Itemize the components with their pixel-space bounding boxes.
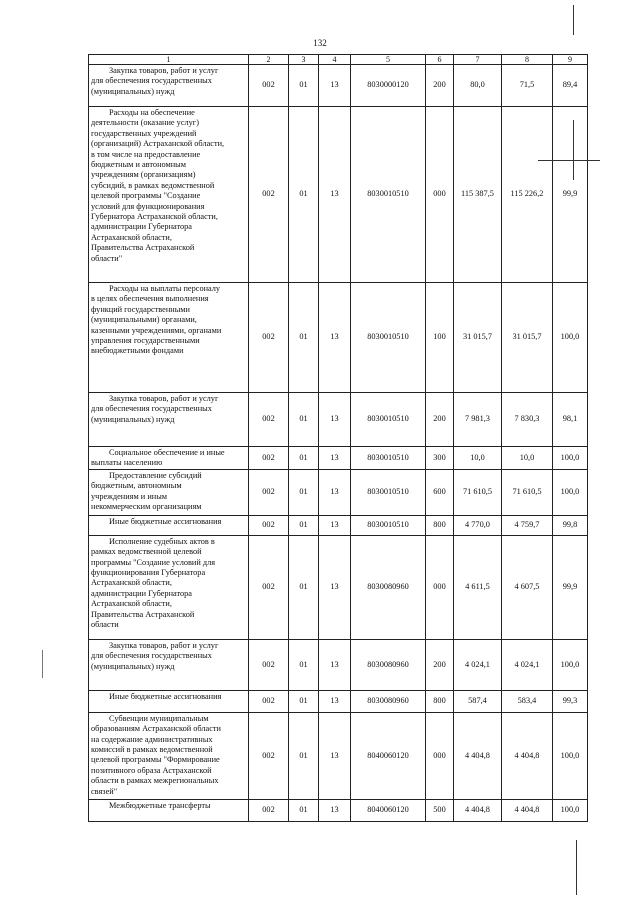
section-cell: 01 [289,447,319,470]
table-row [89,799,588,821]
scan-line-artifact [573,5,574,35]
target-article-cell: 8030010510 [351,515,426,535]
ministry-code-cell: 002 [249,447,289,470]
target-article-cell: 8030080960 [351,639,426,690]
header-cell: 1 [89,55,249,65]
executed-amount-cell: 115 226,2 [502,107,553,283]
item-name: Закупка товаров, работ и услуг для обеспечения государственных (муниципальных) нужд [91,394,219,424]
execution-percent-cell: 100,0 [553,712,588,799]
subsection-cell: 13 [319,690,351,712]
execution-percent-cell: 99,3 [553,690,588,712]
target-article-cell: 8030010510 [351,447,426,470]
header-cell: 8 [502,55,553,65]
subsection-cell: 13 [319,469,351,515]
item-name: Иные бюджетные ассигнования [109,516,222,526]
item-name: Расходы на выплаты персоналу в целях обеспечения выполнения функций государственными (муниципальными) органами, казенными учреждениями, органами управления государственными внебюджетными фондами [91,284,222,356]
item-name: Субвенции муниципальным образованиям Астраханской области на содержание административных комиссий в рамках ведомственной целевой программы "Формирование позитивного образа Астраханской области в рамках межрегиональных связей" [91,713,221,796]
table-row [89,515,588,535]
item-name-cell [89,515,249,535]
table-row [89,107,588,283]
item-name-cell [89,107,249,283]
table-row [89,393,588,447]
ministry-code-cell: 002 [249,799,289,821]
target-article-cell: 8040060120 [351,712,426,799]
ministry-code-cell: 002 [249,65,289,107]
planned-amount-cell: 10,0 [454,447,502,470]
budget-table [88,54,588,822]
planned-amount-cell: 4 024,1 [454,639,502,690]
target-article-cell: 8030000120 [351,65,426,107]
planned-amount-cell: 80,0 [454,65,502,107]
planned-amount-cell: 4 611,5 [454,535,502,639]
subsection-cell: 13 [319,447,351,470]
expense-type-cell: 500 [426,799,454,821]
expense-type-cell: 800 [426,690,454,712]
planned-amount-cell: 115 387,5 [454,107,502,283]
execution-percent-cell: 99,9 [553,535,588,639]
expense-type-cell: 300 [426,447,454,470]
executed-amount-cell: 71,5 [502,65,553,107]
execution-percent-cell: 99,9 [553,107,588,283]
expense-type-cell: 000 [426,535,454,639]
subsection-cell: 13 [319,283,351,393]
header-cell: 7 [454,55,502,65]
planned-amount-cell: 4 404,8 [454,799,502,821]
scan-line-artifact [538,160,600,161]
item-name-cell [89,65,249,107]
header-cell: 4 [319,55,351,65]
planned-amount-cell: 4 404,8 [454,712,502,799]
item-name: Расходы на обеспечение деятельности (оказание услуг) государственных учреждений (организаций) Астраханской области, в том числе на предоставление бюджетным и автономным учреждениям (организациям) субсидий, в рамках ведомственной целевой программы "Создание условий для функционирования Губернатора Астраханской области, администрации Губернатора Астраханской области, Правительства Астраханской области" [91,108,225,263]
expense-type-cell: 800 [426,515,454,535]
planned-amount-cell: 7 981,3 [454,393,502,447]
section-cell: 01 [289,283,319,393]
section-cell: 01 [289,690,319,712]
planned-amount-cell: 71 610,5 [454,469,502,515]
executed-amount-cell: 583,4 [502,690,553,712]
executed-amount-cell: 71 610,5 [502,469,553,515]
item-name: Исполнение судебных актов в рамках ведомственной целевой программы "Создание условий для функционирования Губернатора Астраханской области, администрации Губернатора Астраханской области, Правительства Астраханской области [91,536,216,630]
section-cell: 01 [289,712,319,799]
ministry-code-cell: 002 [249,712,289,799]
expense-type-cell: 200 [426,393,454,447]
scan-line-artifact [42,650,43,678]
expense-type-cell: 200 [426,65,454,107]
section-cell: 01 [289,469,319,515]
section-cell: 01 [289,639,319,690]
item-name-cell [89,690,249,712]
ministry-code-cell: 002 [249,393,289,447]
section-cell: 01 [289,535,319,639]
table-row [89,469,588,515]
table-row [89,639,588,690]
subsection-cell: 13 [319,639,351,690]
item-name: Социальное обеспечение и иные выплаты населению [91,448,225,468]
header-cell: 6 [426,55,454,65]
item-name-cell [89,712,249,799]
item-name-cell [89,639,249,690]
ministry-code-cell: 002 [249,690,289,712]
expense-type-cell: 000 [426,107,454,283]
table-row [89,535,588,639]
target-article-cell: 8030080960 [351,535,426,639]
subsection-cell: 13 [319,393,351,447]
scan-line-artifact [576,840,577,895]
subsection-cell: 13 [319,107,351,283]
header-cell: 9 [553,55,588,65]
scan-line-artifact [573,120,574,180]
item-name-cell [89,283,249,393]
table-row [89,447,588,470]
table-row [89,712,588,799]
expense-type-cell: 000 [426,712,454,799]
header-row [89,55,588,65]
executed-amount-cell: 10,0 [502,447,553,470]
ministry-code-cell: 002 [249,283,289,393]
item-name: Межбюджетные трансферты [109,800,211,810]
section-cell: 01 [289,65,319,107]
item-name: Предоставление субсидий бюджетным, автономным учреждениям и иным некоммерческим организациям [91,470,202,512]
ministry-code-cell: 002 [249,107,289,283]
ministry-code-cell: 002 [249,469,289,515]
table-row [89,65,588,107]
target-article-cell: 8030010510 [351,283,426,393]
subsection-cell: 13 [319,65,351,107]
subsection-cell: 13 [319,712,351,799]
executed-amount-cell: 7 830,3 [502,393,553,447]
item-name-cell [89,469,249,515]
executed-amount-cell: 31 015,7 [502,283,553,393]
executed-amount-cell: 4 024,1 [502,639,553,690]
executed-amount-cell: 4 404,8 [502,799,553,821]
subsection-cell: 13 [319,799,351,821]
header-cell: 3 [289,55,319,65]
ministry-code-cell: 002 [249,515,289,535]
execution-percent-cell: 89,4 [553,65,588,107]
target-article-cell: 8030010510 [351,393,426,447]
item-name-cell [89,447,249,470]
item-name-cell [89,393,249,447]
ministry-code-cell: 002 [249,535,289,639]
execution-percent-cell: 100,0 [553,447,588,470]
subsection-cell: 13 [319,535,351,639]
target-article-cell: 8030010510 [351,469,426,515]
item-name: Закупка товаров, работ и услуг для обеспечения государственных (муниципальных) нужд [91,66,219,96]
section-cell: 01 [289,107,319,283]
execution-percent-cell: 100,0 [553,469,588,515]
section-cell: 01 [289,393,319,447]
header-cell: 5 [351,55,426,65]
executed-amount-cell: 4 607,5 [502,535,553,639]
table-row [89,283,588,393]
executed-amount-cell: 4 404,8 [502,712,553,799]
item-name-cell [89,535,249,639]
executed-amount-cell: 4 759,7 [502,515,553,535]
item-name: Закупка товаров, работ и услуг для обеспечения государственных (муниципальных) нужд [91,640,219,671]
execution-percent-cell: 98,1 [553,393,588,447]
section-cell: 01 [289,799,319,821]
item-name-cell [89,799,249,821]
execution-percent-cell: 100,0 [553,283,588,393]
planned-amount-cell: 587,4 [454,690,502,712]
planned-amount-cell: 31 015,7 [454,283,502,393]
subsection-cell: 13 [319,515,351,535]
table-row [89,690,588,712]
execution-percent-cell: 100,0 [553,639,588,690]
expense-type-cell: 600 [426,469,454,515]
item-name: Иные бюджетные ассигнования [109,691,222,701]
page-number: 132 [313,38,327,48]
section-cell: 01 [289,515,319,535]
header-cell: 2 [249,55,289,65]
ministry-code-cell: 002 [249,639,289,690]
target-article-cell: 8030080960 [351,690,426,712]
target-article-cell: 8030010510 [351,107,426,283]
expense-type-cell: 200 [426,639,454,690]
target-article-cell: 8040060120 [351,799,426,821]
execution-percent-cell: 99,8 [553,515,588,535]
expense-type-cell: 100 [426,283,454,393]
planned-amount-cell: 4 770,0 [454,515,502,535]
execution-percent-cell: 100,0 [553,799,588,821]
